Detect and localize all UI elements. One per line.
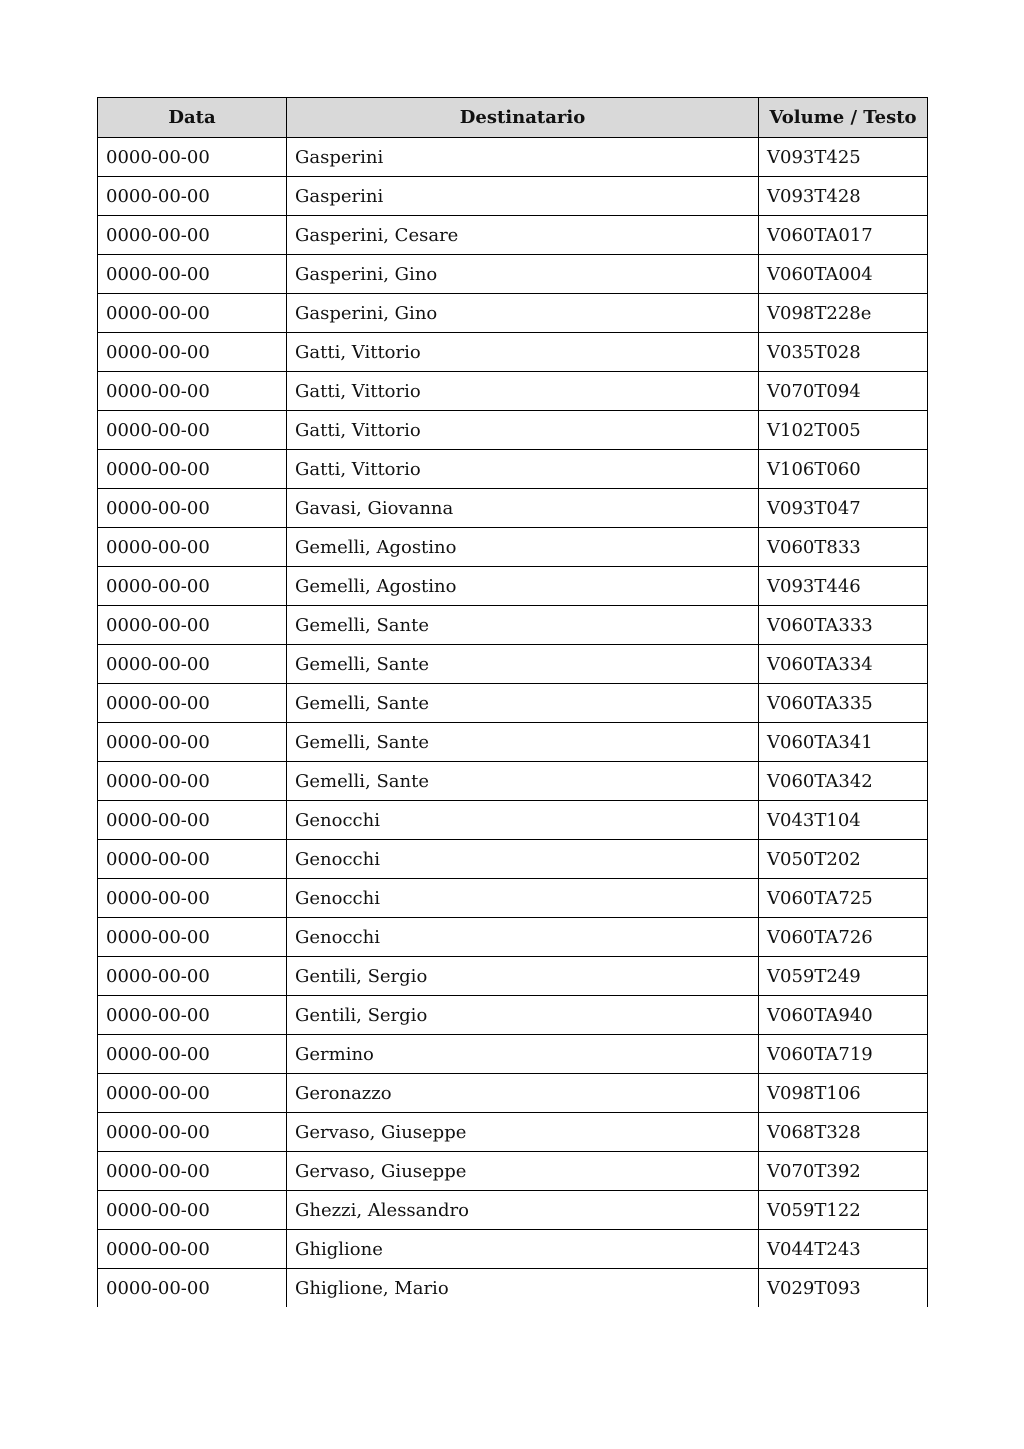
cell-destinatario: Gemelli, Agostino [287,567,759,606]
cell-volume-testo: V098T106 [759,1074,928,1113]
cell-destinatario: Genocchi [287,879,759,918]
table-row [98,1152,928,1191]
cell-volume-testo: V059T249 [759,957,928,996]
cell-data: 0000-00-00 [98,450,287,489]
cell-destinatario: Gemelli, Sante [287,684,759,723]
cell-data: 0000-00-00 [98,216,287,255]
cell-destinatario: Gasperini, Cesare [287,216,759,255]
cell-data: 0000-00-00 [98,606,287,645]
cell-volume-testo: V043T104 [759,801,928,840]
table-row [98,1191,928,1230]
cell-volume-testo: V060TA940 [759,996,928,1035]
cell-volume-testo: V060TA334 [759,645,928,684]
cell-data: 0000-00-00 [98,918,287,957]
cell-volume-testo: V093T446 [759,567,928,606]
cell-destinatario: Germino [287,1035,759,1074]
cell-destinatario: Gemelli, Sante [287,645,759,684]
cell-volume-testo: V050T202 [759,840,928,879]
cell-volume-testo: V060TA725 [759,879,928,918]
cell-data: 0000-00-00 [98,645,287,684]
cell-destinatario: Gasperini, Gino [287,255,759,294]
cell-data: 0000-00-00 [98,177,287,216]
table-row [98,684,928,723]
table-row [98,801,928,840]
cell-volume-testo: V093T428 [759,177,928,216]
cell-destinatario: Gemelli, Sante [287,762,759,801]
cell-volume-testo: V060TA004 [759,255,928,294]
letters-table [97,97,928,1307]
cell-data: 0000-00-00 [98,1113,287,1152]
cell-data: 0000-00-00 [98,1074,287,1113]
table-row [98,879,928,918]
cell-destinatario: Gentili, Sergio [287,957,759,996]
cell-destinatario: Gatti, Vittorio [287,372,759,411]
table-header [98,98,928,138]
cell-volume-testo: V070T392 [759,1152,928,1191]
cell-data: 0000-00-00 [98,1152,287,1191]
cell-volume-testo: V060TA719 [759,1035,928,1074]
cell-data: 0000-00-00 [98,294,287,333]
table-row [98,255,928,294]
cell-data: 0000-00-00 [98,723,287,762]
table-row [98,957,928,996]
table-row [98,606,928,645]
cell-data: 0000-00-00 [98,138,287,177]
table-row [98,762,928,801]
table-row [98,294,928,333]
cell-destinatario: Ghezzi, Alessandro [287,1191,759,1230]
table-row [98,528,928,567]
cell-data: 0000-00-00 [98,1035,287,1074]
table-row [98,138,928,177]
cell-volume-testo: V059T122 [759,1191,928,1230]
cell-volume-testo: V060T833 [759,528,928,567]
cell-volume-testo: V035T028 [759,333,928,372]
cell-data: 0000-00-00 [98,567,287,606]
table-row [98,567,928,606]
cell-data: 0000-00-00 [98,762,287,801]
cell-data: 0000-00-00 [98,411,287,450]
cell-volume-testo: V093T425 [759,138,928,177]
cell-volume-testo: V102T005 [759,411,928,450]
cell-volume-testo: V060TA333 [759,606,928,645]
cell-volume-testo: V060TA341 [759,723,928,762]
cell-data: 0000-00-00 [98,840,287,879]
cell-destinatario: Gasperini [287,138,759,177]
table-row [98,450,928,489]
header-volume-testo: Volume / Testo [759,98,928,138]
cell-volume-testo: V106T060 [759,450,928,489]
table-row [98,1113,928,1152]
table-row [98,645,928,684]
cell-data: 0000-00-00 [98,1230,287,1269]
cell-destinatario: Gatti, Vittorio [287,450,759,489]
cell-data: 0000-00-00 [98,372,287,411]
table-row [98,1074,928,1113]
cell-destinatario: Geronazzo [287,1074,759,1113]
cell-destinatario: Genocchi [287,918,759,957]
cell-volume-testo: V070T094 [759,372,928,411]
table-row [98,411,928,450]
table-row [98,1269,928,1308]
table-row [98,1035,928,1074]
header-destinatario: Destinatario [287,98,759,138]
cell-data: 0000-00-00 [98,957,287,996]
cell-destinatario: Ghiglione [287,1230,759,1269]
cell-destinatario: Gervaso, Giuseppe [287,1113,759,1152]
cell-volume-testo: V060TA726 [759,918,928,957]
cell-data: 0000-00-00 [98,879,287,918]
cell-volume-testo: V044T243 [759,1230,928,1269]
cell-destinatario: Gemelli, Agostino [287,528,759,567]
cell-destinatario: Gatti, Vittorio [287,333,759,372]
table-body [98,138,928,1308]
cell-data: 0000-00-00 [98,801,287,840]
cell-volume-testo: V060TA335 [759,684,928,723]
header-row [98,98,928,138]
cell-volume-testo: V068T328 [759,1113,928,1152]
cell-volume-testo: V093T047 [759,489,928,528]
cell-data: 0000-00-00 [98,528,287,567]
cell-volume-testo: V098T228e [759,294,928,333]
cell-data: 0000-00-00 [98,684,287,723]
cell-data: 0000-00-00 [98,333,287,372]
table-row [98,372,928,411]
table-row [98,723,928,762]
cell-data: 0000-00-00 [98,1269,287,1308]
cell-destinatario: Gervaso, Giuseppe [287,1152,759,1191]
cell-destinatario: Ghiglione, Mario [287,1269,759,1308]
table-row [98,489,928,528]
cell-volume-testo: V060TA017 [759,216,928,255]
cell-destinatario: Gatti, Vittorio [287,411,759,450]
cell-destinatario: Gemelli, Sante [287,606,759,645]
cell-data: 0000-00-00 [98,1191,287,1230]
cell-destinatario: Genocchi [287,801,759,840]
cell-data: 0000-00-00 [98,489,287,528]
table-row [98,216,928,255]
cell-destinatario: Gemelli, Sante [287,723,759,762]
header-data: Data [98,98,287,138]
table-row [98,1230,928,1269]
cell-destinatario: Gasperini [287,177,759,216]
cell-destinatario: Genocchi [287,840,759,879]
cell-volume-testo: V029T093 [759,1269,928,1308]
cell-destinatario: Gasperini, Gino [287,294,759,333]
table-row [98,840,928,879]
cell-volume-testo: V060TA342 [759,762,928,801]
cell-data: 0000-00-00 [98,255,287,294]
cell-data: 0000-00-00 [98,996,287,1035]
table-row [98,918,928,957]
cell-destinatario: Gentili, Sergio [287,996,759,1035]
letters-table-container [97,97,927,1307]
cell-destinatario: Gavasi, Giovanna [287,489,759,528]
table-row [98,177,928,216]
table-row [98,996,928,1035]
table-row [98,333,928,372]
